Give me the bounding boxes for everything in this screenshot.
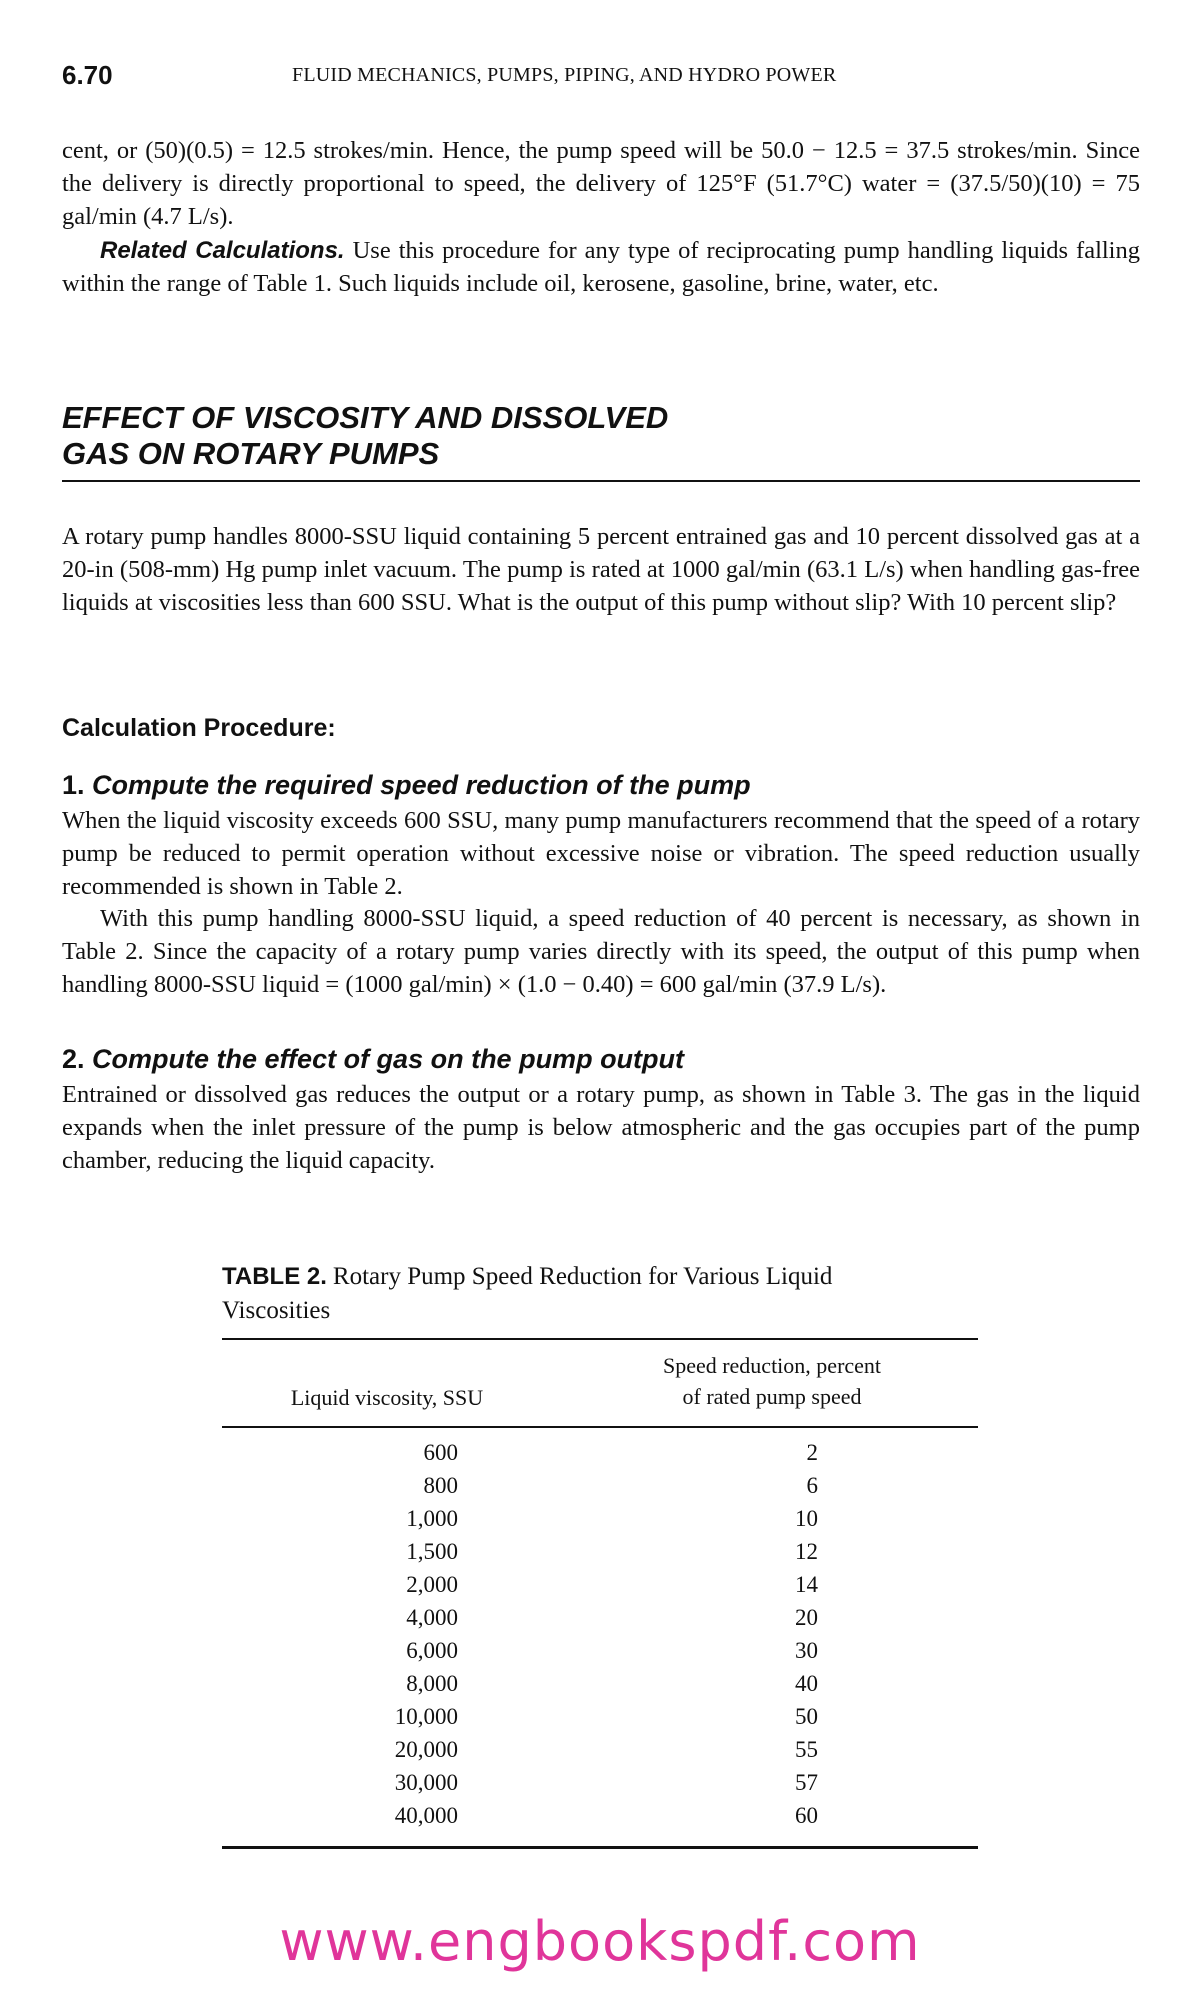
table-row: [222, 1803, 978, 1836]
viscosity-cell: 1,000: [406, 1506, 458, 1531]
table-row: [222, 1605, 978, 1638]
speed-reduction-cell: 12: [795, 1539, 818, 1564]
viscosity-cell: 4,000: [406, 1605, 458, 1630]
viscosity-cell: 1,500: [406, 1539, 458, 1564]
speed-reduction-cell: 2: [806, 1440, 818, 1465]
related-calculations-label: Related Calculations.: [100, 237, 345, 264]
table-caption: [222, 1260, 902, 1328]
speed-reduction-cell: 55: [795, 1737, 818, 1762]
table-row: [222, 1671, 978, 1704]
table-row: [222, 1473, 978, 1506]
table-top-rule: [222, 1338, 978, 1340]
viscosity-cell: 30,000: [394, 1770, 458, 1795]
table-row: [222, 1704, 978, 1737]
step-2-heading: [62, 1044, 684, 1075]
watermark-url: www.engbookspdf.com: [279, 1910, 921, 1973]
page-number: 6.70: [62, 60, 113, 90]
problem-statement: A rotary pump handles 8000-SSU liquid containing 5 percent entrained gas and 10 percent dissolved gas at a 20-in (508-mm) Hg pump inlet vacuum. The pump is rated at 1000 gal/min (63.1 L/s) when handling gas-free liquids at viscosities less than 600 SSU. What is the output of this pump without slip? With 10 percent slip?: [62, 523, 1140, 616]
table-row: [222, 1572, 978, 1605]
table-row: [222, 1770, 978, 1803]
procedure-heading: Calculation Procedure:: [62, 714, 336, 742]
section-title-line-2: GAS ON ROTARY PUMPS: [62, 436, 440, 471]
speed-reduction-cell: 6: [806, 1473, 818, 1498]
speed-reduction-cell: 57: [795, 1770, 818, 1795]
column-header-speed-reduction-line-1: Speed reduction, percent: [662, 1353, 882, 1378]
speed-reduction-cell: 30: [795, 1638, 818, 1663]
step-1-heading: [62, 770, 751, 801]
viscosity-cell: 10,000: [394, 1704, 458, 1729]
table-row: [222, 1737, 978, 1770]
table-row: [222, 1506, 978, 1539]
step-1-paragraph-1: When the liquid viscosity exceeds 600 SSU, many pump manufacturers recommend that the speed of a rotary pump be reduced to permit operation without excessive noise or vibration. The speed reduction usually recommended is shown in Table 2.: [62, 807, 1140, 900]
viscosity-cell: 8,000: [406, 1671, 458, 1696]
table-header-rule: [222, 1426, 978, 1428]
step-2-paragraph-1: Entrained or dissolved gas reduces the output or a rotary pump, as shown in Table 3. The gas in the liquid expands when the inlet pressure of the pump is below atmospheric and the gas occupies part of the pump chamber, reducing the liquid capacity.: [62, 1081, 1140, 1174]
column-header-speed-reduction-line-2: of rated pump speed: [682, 1384, 862, 1409]
running-head: FLUID MECHANICS, PUMPS, PIPING, AND HYDRO POWER: [292, 64, 837, 86]
speed-reduction-cell: 14: [795, 1572, 818, 1597]
column-header-speed-reduction: [622, 1350, 922, 1412]
related-calculations-paragraph: [62, 234, 1140, 300]
step-2-title: Compute the effect of gas on the pump output: [92, 1044, 685, 1074]
table-row: [222, 1638, 978, 1671]
step-1-paragraph-2: With this pump handling 8000-SSU liquid, a speed reduction of 40 percent is necessary, as shown in Table 2. Since the capacity of a rotary pump varies directly with its speed, the output of this pump when handling 8000-SSU liquid = (1000 gal/min) × (1.0 − 0.40) = 600 gal/min (37.9 L/s).: [62, 905, 1140, 998]
section-title-line-1: EFFECT OF VISCOSITY AND DISSOLVED: [62, 400, 669, 435]
table-bottom-rule: [222, 1846, 978, 1849]
step-1-number: 1.: [62, 770, 85, 800]
viscosity-cell: 40,000: [394, 1803, 458, 1828]
step-2-number: 2.: [62, 1044, 85, 1074]
table-row: [222, 1440, 978, 1473]
page-header: [62, 54, 1142, 94]
speed-reduction-cell: 20: [795, 1605, 818, 1630]
table-caption-text: Rotary Pump Speed Reduction for Various Liquid Viscosities: [222, 1263, 833, 1324]
speed-reduction-cell: 10: [795, 1506, 818, 1531]
section-title: [62, 400, 1140, 482]
viscosity-cell: 800: [423, 1473, 458, 1498]
column-header-viscosity: Liquid viscosity, SSU: [290, 1385, 484, 1410]
table-body: [222, 1440, 978, 1836]
viscosity-cell: 20,000: [394, 1737, 458, 1762]
speed-reduction-cell: 40: [795, 1671, 818, 1696]
table-row: [222, 1539, 978, 1572]
viscosity-cell: 6,000: [406, 1638, 458, 1663]
speed-reduction-cell: 50: [795, 1704, 818, 1729]
intro-paragraph: cent, or (50)(0.5) = 12.5 strokes/min. Hence, the pump speed will be 50.0 − 12.5 = 37.5 strokes/min. Since the delivery is directly proportional to speed, the delivery of 125°F (51.7°C) water = (37.5/50)(10) = 75 gal/min (4.7 L/s).: [62, 137, 1140, 230]
viscosity-cell: 2,000: [406, 1572, 458, 1597]
step-1-title: Compute the required speed reduction of the pump: [92, 770, 751, 800]
related-calculations-text: Use this procedure for any type of reciprocating pump handling liquids falling within the range of Table 1. Such liquids include oil, kerosene, gasoline, brine, water, etc.: [62, 237, 1140, 297]
speed-reduction-cell: 60: [795, 1803, 818, 1828]
table-label: TABLE 2.: [222, 1263, 327, 1290]
viscosity-cell: 600: [423, 1440, 458, 1465]
